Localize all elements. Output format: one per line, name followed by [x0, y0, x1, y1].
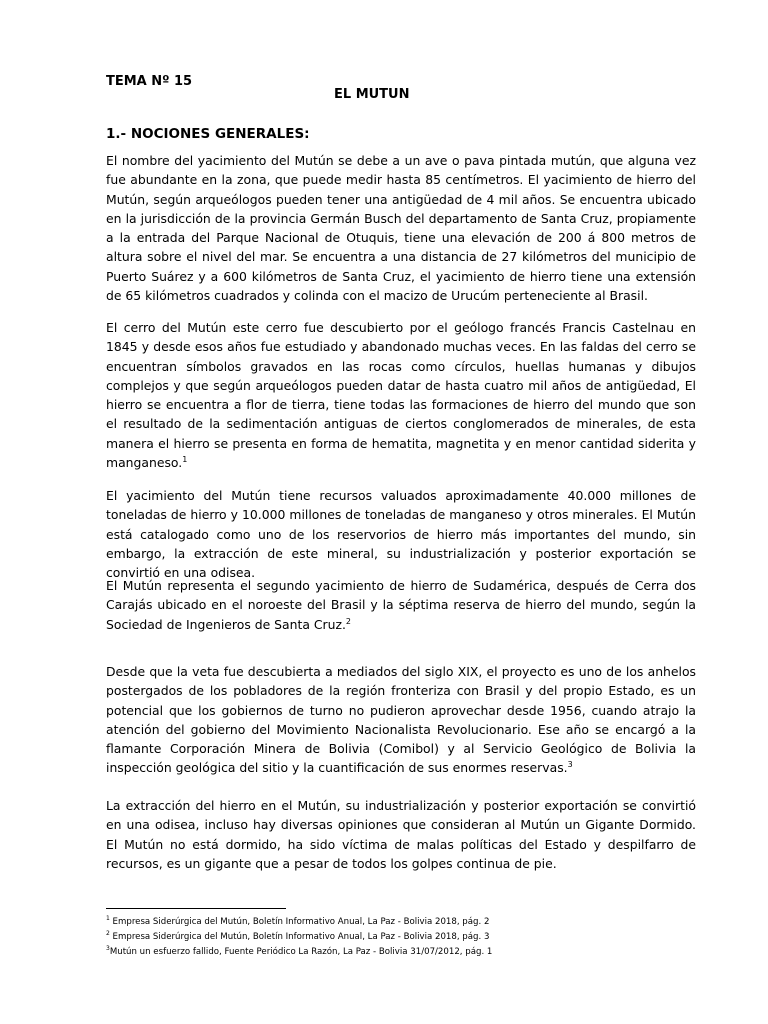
footnote-mark: 3	[106, 944, 110, 952]
footnote-text: Empresa Siderúrgica del Mutún, Boletín Informativo Anual, La Paz - Bolivia 2018, pág. 2	[109, 916, 490, 927]
paragraph-text: Desde que la veta fue descubierta a mediados del siglo XIX, el proyecto es uno de los anhelos postergados de los pobladores de la región fronteriza con Brasil y del propio Estado, es un potencial que los gobiernos de turno no pudieron aprovechar desde 1956, cuando atrajo la atención del gobierno del Movimiento Nacionalista Revolucionario. Ese año se encargó a la flamante Corporación Minera de Bolivia (Comibol) y al Servicio Geológico de Bolivia la inspección geológica del sitio y la cuantificación de sus enormes reservas.	[106, 664, 696, 776]
footnote-reference: 2	[345, 616, 351, 626]
footnote	[106, 943, 696, 958]
footnote-text: Empresa Siderúrgica del Mutún, Boletín Informativo Anual, La Paz - Bolivia 2018, pág. 3	[109, 931, 490, 942]
paragraph-text: El cerro del Mutún este cerro fue descubierto por el geólogo francés Francis Castelnau en 1845 y desde esos años fue estudiado y abandonado muchas veces. En las faldas del cerro se encuentran símbolos gravados en las rocas como círculos, huellas humanas y dibujos complejos y que según arqueólogos pueden datar de hasta cuatro mil años de antigüedad, El hierro se encuentra a flor de tierra, tiene todas las formaciones de hierro del mundo que son el resultado de la sedimentación antiguas de ciertos conglomerados de minerales, de esta manera el hierro se presenta en forma de hematita, magnetita y en menor cantidad siderita y manganeso.	[106, 320, 696, 471]
paragraph	[106, 318, 696, 472]
paragraph-text: El Mutún representa el segundo yacimiento de hierro de Sudamérica, después de Cerra dos Carajás ubicado en el noroeste del Brasil y la séptima reserva de hierro del mundo, según la Sociedad de Ingenieros de Santa Cruz.	[106, 578, 696, 632]
footnote-text: Mutún un esfuerzo fallido, Fuente Periódico La Razón, La Paz - Bolivia 31/07/2012, pág. 1	[109, 946, 493, 957]
paragraph-text: El nombre del yacimiento del Mutún se debe a un ave o pava pintada mutún, que alguna vez fue abundante en la zona, que puede medir hasta 85 centímetros. El yacimiento de hierro del Mutún, según arqueólogos pueden tener una antigüedad de 4 mil años. Se encuentra ubicado en la jurisdicción de la provincia Germán Busch del departamento de Santa Cruz, propiamente a la entrada del Parque Nacional de Otuquis, tiene una elevación de 200 á 800 metros de altura sobre el nivel del mar. Se encuentra a una distancia de 27 kilómetros del municipio de Puerto Suárez y a 600 kilómetros de Santa Cruz, el yacimiento de hierro tiene una extensión de 65 kilómetros cuadrados y colinda con el macizo de Urucúm perteneciente al Brasil.	[106, 153, 696, 304]
paragraph	[106, 662, 696, 778]
paragraph	[106, 486, 696, 582]
document-title: EL MUTUN	[334, 87, 410, 102]
footnote-mark: 1	[106, 915, 110, 922]
footnote-mark: 2	[106, 929, 110, 937]
footnote-divider	[106, 908, 286, 909]
paragraph	[106, 796, 696, 873]
section-heading: 1.- NOCIONES GENERALES:	[106, 126, 310, 142]
paragraph	[106, 151, 696, 305]
topic-number: TEMA Nº 15	[106, 74, 193, 89]
footnotes	[106, 913, 696, 958]
paragraph-text: El yacimiento del Mutún tiene recursos valuados aproximadamente 40.000 millones de toneladas de hierro y 10.000 millones de toneladas de manganeso y otros minerales. El Mutún está catalogado como uno de los reservorios de hierro más importantes del mundo, sin embargo, la extracción de este mineral, su industrialización y posterior exportación se convirtió en una odisea.	[106, 488, 696, 581]
footnote	[106, 913, 696, 928]
paragraph-text: La extracción del hierro en el Mutún, su industrialización y posterior exportación se convirtió en una odisea, incluso hay diversas opiniones que consideran al Mutún un Gigante Dormido. El Mutún no está dormido, ha sido víctima de malas políticas del Estado y despilfarro de recursos, es un gigante que a pesar de todos los golpes continua de pie.	[106, 798, 696, 871]
footnote-reference: 3	[567, 760, 573, 770]
footnote	[106, 928, 696, 943]
footnote-reference: 1	[182, 454, 188, 464]
paragraph	[106, 576, 696, 634]
